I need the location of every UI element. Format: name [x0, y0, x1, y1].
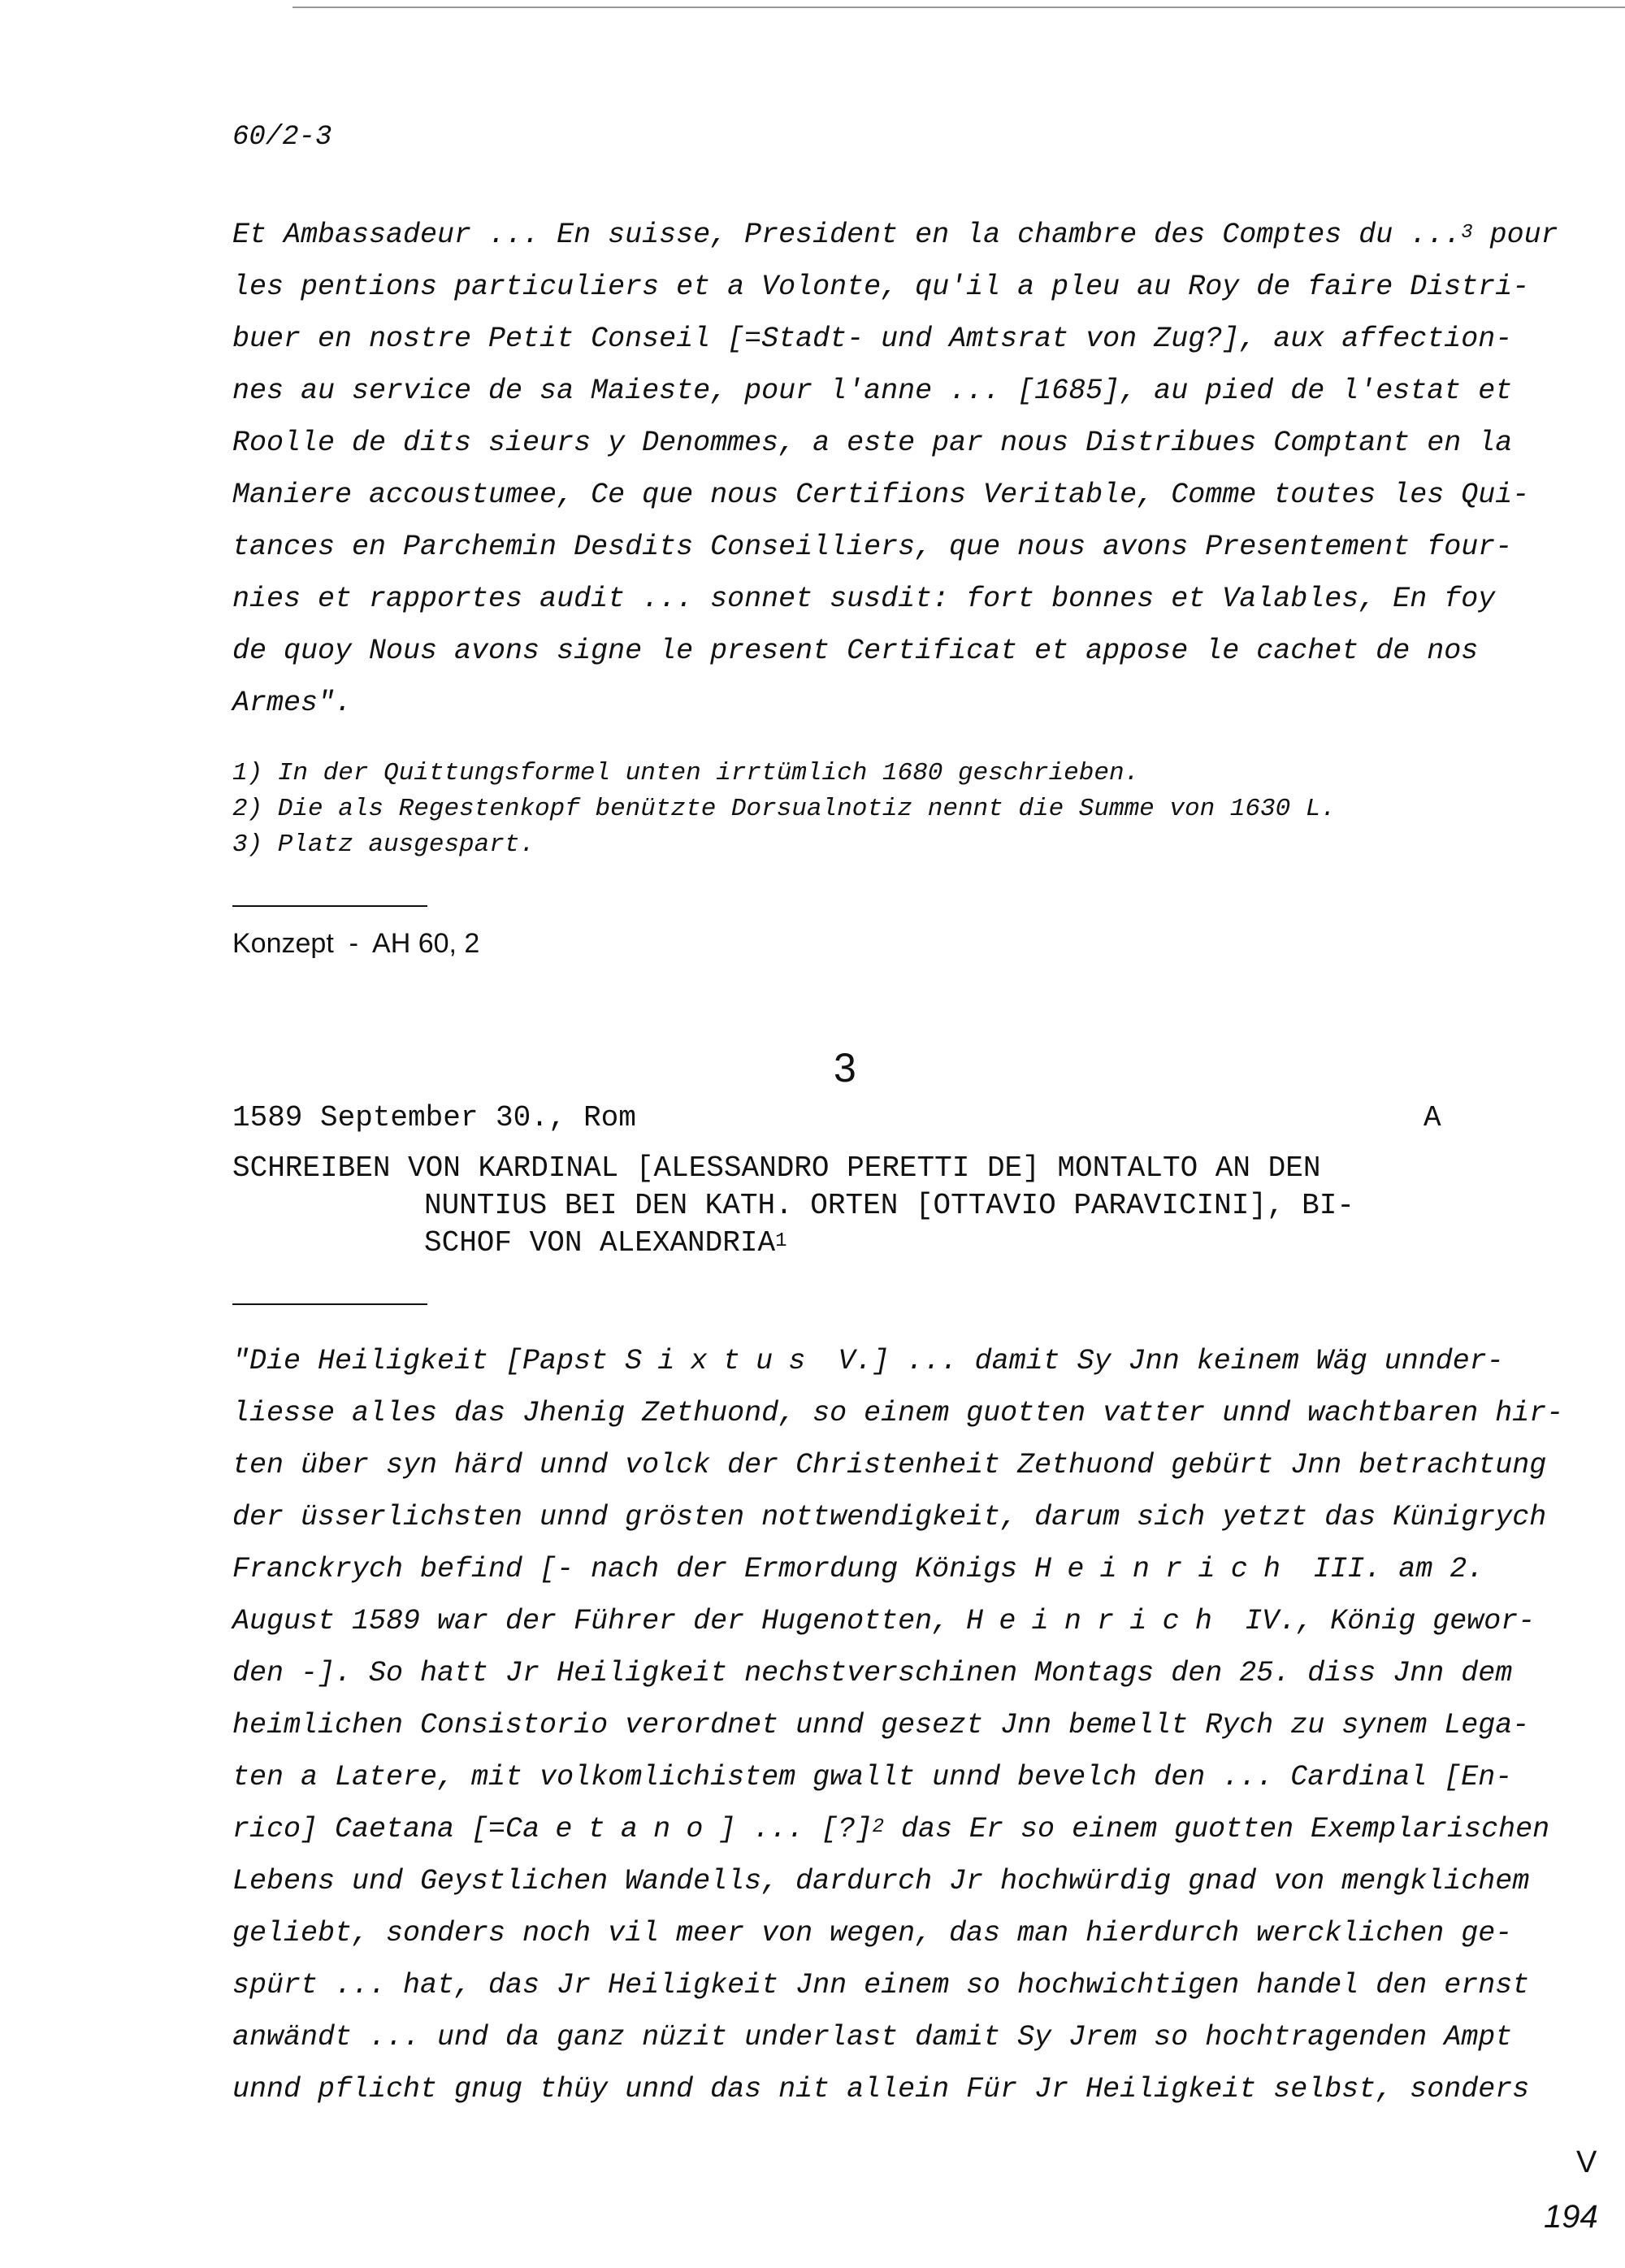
quote-line-2: les pentions particuliers et a Volonte, qu'il a pleu au Roy de faire Distri- [232, 271, 1530, 303]
title-line-2: NUNTIUS BEI DEN KATH. ORTEN [OTTAVIO PARAVICINI], BI- [424, 1189, 1354, 1222]
quote-line-5: Roolle de dits sieurs y Denommes, a este par nous Distribues Comptant en la [232, 427, 1513, 459]
quote-line-6: Maniere accoustumee, Ce que nous Certifions Veritable, Comme toutes les Qui- [232, 479, 1530, 511]
quote-line-9: de quoy Nous avons signe le present Certificat et appose le cachet de nos [232, 635, 1479, 667]
spaced-name-caetano: aetano [522, 1813, 719, 1845]
konzept-line [232, 928, 479, 960]
document-number: 3 [834, 1045, 856, 1091]
body-line-13: spürt ... hat, das Jr Heiligkeit Jnn einem so hochwichtigen handel den ernst [232, 1969, 1530, 2001]
konzept-label: Konzept [232, 928, 334, 959]
title-rule [232, 1303, 427, 1305]
footnote-1: 1) In der Quittungsformel unten irrtümlich 1680 geschrieben. [232, 759, 1140, 787]
body-line-8: heimlichen Consistorio verordnet unnd gesezt Jnn bemellt Rych zu synem Lega- [232, 1709, 1530, 1741]
konzept-dash: - [349, 928, 358, 959]
document-date: 1589 September 30., Rom [232, 1101, 636, 1134]
archive-reference: AH 60, 2 [372, 928, 480, 959]
top-edge-line [292, 7, 1625, 8]
body-line-1: "Die Heiligkeit [Papst Sixtus V.] ... damit Sy Jnn keinem Wäg unnder- [232, 1345, 1504, 1377]
footnote-2: 2) Die als Regestenkopf benützte Dorsualnotiz nennt die Summe von 1630 L. [232, 795, 1337, 823]
quote-line-10: Armes". [232, 687, 353, 719]
quote-line-4: nes au service de sa Maieste, pour l'anne ... [1685], au pied de l'estat et [232, 375, 1513, 407]
body-line-9: ten a Latere, mit volkomlichistem gwallt unnd bevelch den ... Cardinal [En- [232, 1761, 1513, 1793]
footnote-ref-1: 1 [775, 1230, 787, 1252]
spaced-name-sixtus: Sixtus [625, 1345, 821, 1377]
body-line-6: August 1589 war der Führer der Hugenotten, Heinrich IV., König gewor- [232, 1605, 1536, 1637]
footnote-ref-3: 3 [1461, 222, 1473, 244]
separator-rule [232, 905, 427, 907]
body-line-12: geliebt, sonders noch vil meer von wegen, das man hierdurch wercklichen ge- [232, 1917, 1513, 1949]
quote-line-1-text: Et Ambassadeur ... En suisse, President en la chambre des Comptes du ... [232, 219, 1462, 251]
quote-line-1-tail: pour [1472, 219, 1558, 251]
quote-line-3: buer en nostre Petit Conseil [=Stadt- und Amtsrat von Zug?], aux affection- [232, 323, 1513, 355]
spaced-name-heinrich-iv: Heinrich [966, 1605, 1228, 1637]
body-line-15: unnd pflicht gnug thüy unnd das nit allein Für Jr Heiligkeit selbst, sonders [232, 2073, 1530, 2105]
title-line-3-text: SCHOF VON ALEXANDRIA [424, 1226, 776, 1260]
quote-line-8: nies et rapportes audit ... sonnet susdit: fort bonnes et Valables, En foy [232, 583, 1496, 615]
body-line-10: rico] Caetana [=Caetano] ... [?]$^2$ das Er so einem guotten Exemplarischen [232, 1813, 1550, 1845]
handwritten-check-mark: V [1576, 2145, 1597, 2179]
body-line-5: Franckrych befind [- nach der Ermordung Königs Heinrich III. am 2. [232, 1553, 1484, 1585]
quote-line-7: tances en Parchemin Desdits Conseilliers, que nous avons Presentement four- [232, 531, 1513, 563]
body-line-2: liesse alles das Jhenig Zethuond, so einem guotten vatter unnd wachtbaren hir- [232, 1397, 1564, 1429]
body-line-3: ten über syn härd unnd volck der Christenheit Zethuond gebürt Jnn betrachtung [232, 1449, 1547, 1481]
page-reference: 60/2-3 [232, 122, 332, 153]
footnote-3: 3) Platz ausgespart. [232, 830, 535, 859]
title-line-3 [424, 1226, 787, 1260]
document-marker: A [1424, 1101, 1441, 1134]
handwritten-folio-number: 194 [1544, 2199, 1598, 2235]
spaced-name-heinrich: Heinrich [1034, 1553, 1297, 1585]
body-line-14: anwändt ... und da ganz nüzit underlast damit Sy Jrem so hochtragenden Ampt [232, 2021, 1513, 2053]
footnote-ref-2: 2 [872, 1816, 885, 1838]
body-line-7: den -]. So hatt Jr Heiligkeit nechstverschinen Montags den 25. diss Jnn dem [232, 1657, 1513, 1689]
body-line-4: der üsserlichsten unnd grösten nottwendigkeit, darum sich yetzt das Künigrych [232, 1501, 1547, 1533]
quote-line-1 [232, 221, 1558, 249]
title-line-1: SCHREIBEN VON KARDINAL [ALESSANDRO PERETTI DE] MONTALTO AN DEN [232, 1151, 1321, 1185]
body-line-11: Lebens und Geystlichen Wandells, dardurch Jr hochwürdig gnad von mengklichem [232, 1865, 1530, 1897]
